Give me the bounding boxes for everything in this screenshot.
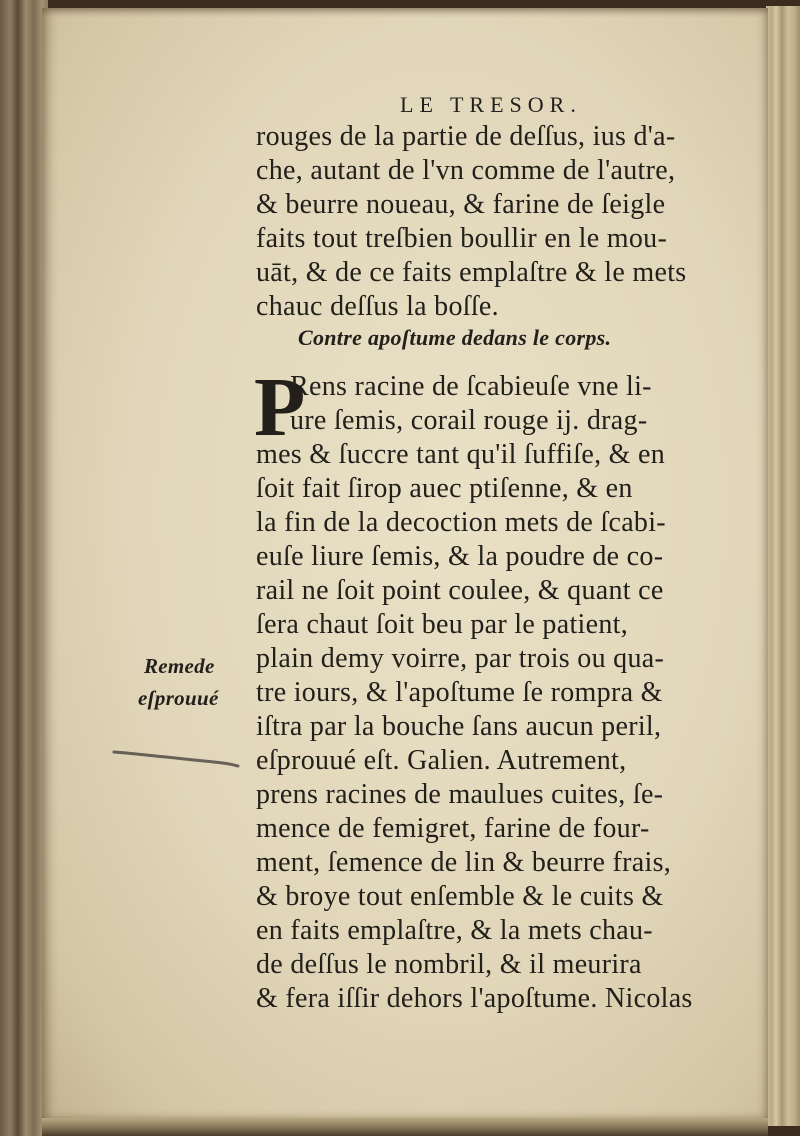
text-line: Rens racine de ſcabieuſe vne li- (290, 371, 652, 402)
text-line: de deſſus le nombril, & il meurira (256, 949, 642, 980)
text-line: ment, ſemence de lin & beurre frais, (256, 847, 672, 878)
text-line: rail ne ſoit point coulee, & quant ce (256, 575, 664, 606)
text-line: eſprouué eſt. Galien. Autrement, (256, 745, 627, 776)
page-bottom-edge (42, 1118, 768, 1136)
margin-note: eſprouué (138, 686, 219, 710)
text-line: ſera chaut ſoit beu par le patient, (256, 609, 629, 640)
text-line: chauc deſſus la boſſe. (256, 291, 499, 322)
text-line: & broye tout enſemble & le cuits & (256, 881, 664, 912)
text-line: iſtra par la bouche ſans aucun peril, (256, 711, 662, 742)
text-line: en faits emplaſtre, & la mets chau- (256, 915, 653, 946)
ink-stroke-mark (112, 748, 240, 768)
margin-note: Remede (144, 654, 215, 678)
text-line: faits tout treſbien boullir en le mou- (256, 223, 668, 254)
text-line: tre iours, & l'apoſtume ſe rompra & (256, 677, 663, 708)
text-line: ſoit fait ſirop auec ptiſenne, & en (256, 473, 633, 504)
text-line: prens racines de maulues cuites, ſe- (256, 779, 664, 810)
book-spine (0, 0, 48, 1136)
text-line: mence de femigret, farine de four- (256, 813, 650, 844)
text-line: rouges de la partie de deſſus, ius d'a- (256, 121, 676, 152)
section-title: Contre apoſtume dedans le corps. (298, 325, 612, 350)
text-line: plain demy voirre, par trois ou qua- (256, 643, 665, 674)
text-line: ure ſemis, corail rouge ij. drag- (290, 405, 648, 436)
text-line: & fera iſſir dehors l'apoſtume. Nicolas (256, 983, 693, 1014)
text-line: euſe liure ſemis, & la poudre de co- (256, 541, 664, 572)
text-line: uāt, & de ce faits emplaſtre & le mets (256, 257, 687, 288)
text-line: che, autant de l'vn comme de l'autre, (256, 155, 676, 186)
text-line: & beurre noueau, & farine de ſeigle (256, 189, 666, 220)
text-line: la fin de la decoction mets de ſcabi- (256, 507, 666, 538)
drop-capital: P (254, 361, 306, 454)
text-line: mes & ſuccre tant qu'il ſuffiſe, & en (256, 439, 666, 470)
page-edges (766, 6, 800, 1126)
running-header: LE TRESOR. (400, 92, 582, 117)
